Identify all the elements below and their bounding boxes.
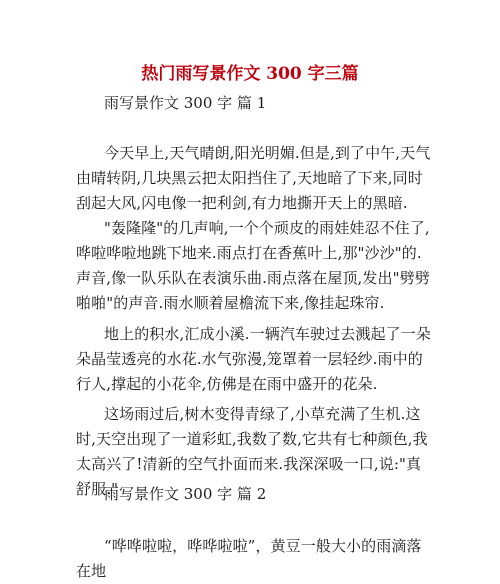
paragraph-4: 这场雨过后,树木变得青绿了,小草充满了生机.这时,天空出现了一道彩虹,我数了数,它共有七种颜色,我太高兴了!清新的空气扑面而来.我深深吸一口,说:"真舒服."	[76, 405, 428, 498]
paragraph-1: 今天早上,天气晴朗,阳光明媚.但是,到了中午,天气由晴转阴,几块黑云把太阳挡住了,天地暗了下来,同时刮起大风,闪电像一把利剑,有力地撕开天上的黑暗.	[76, 144, 431, 212]
document-title: 热门雨写景作文 300 字三篇	[141, 64, 359, 84]
paragraph-5: “哗哗啦啦，哗哗啦啦”，黄豆一般大小的雨滴落在地	[76, 537, 422, 580]
paragraph-2: "轰隆隆"的几声响,一个个顽皮的雨娃娃忍不住了,哗啦哗啦地跳下地来.雨点打在香蕉叶上,那"沙沙"的.声音,像一队乐队在表演乐曲.雨点落在屋顶,发出"劈劈啪啪"的声音.雨水顺着屋檐流下来,像挂起珠帘.	[76, 219, 430, 312]
paragraph-3: 地上的积水,汇成小溪.一辆汽车驶过去溅起了一朵朵晶莹透亮的水花.水气弥漫,笼罩着一层轻纱.雨中的行人,撑起的小花伞,仿佛是在雨中盛开的花朵.	[76, 325, 431, 393]
section-heading-1: 雨写景作文 300 字 篇 1	[104, 94, 267, 112]
section-heading-2: 雨写景作文 300 字 篇 2	[104, 485, 267, 503]
